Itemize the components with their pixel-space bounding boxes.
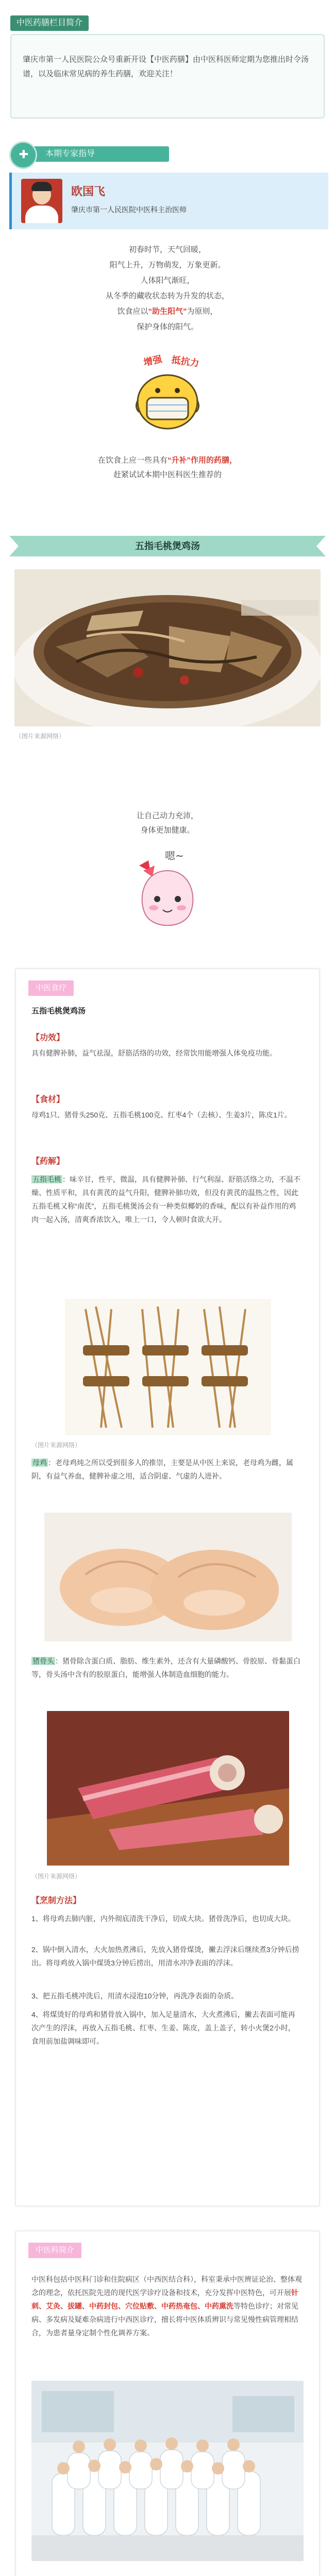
chicken-tag: 母鸡 bbox=[32, 1459, 47, 1467]
poem-line: 初春时节，天气回暖， bbox=[128, 245, 206, 254]
diet-note: 在饮食上应一些具有“升补”作用的药膳， 赶紧试试本期中医科医生推荐的 bbox=[97, 456, 238, 479]
effect-title: 【功效】 bbox=[31, 1033, 65, 1042]
doctor-icon: ✚ bbox=[19, 148, 29, 161]
chicken-photo bbox=[44, 1513, 292, 1641]
column-intro-tag: 中医药膳栏目简介 bbox=[10, 15, 89, 31]
clinic-card bbox=[15, 2231, 320, 2576]
photo-caption: （图片来源网络） bbox=[31, 1873, 81, 1880]
bone-tag: 猪骨头 bbox=[32, 1657, 54, 1665]
method-step: 1、将母鸡去肺内脏，内外彻底清洗干净后，切成大块。猪骨洗净后，也切成大块。 bbox=[31, 1914, 295, 1923]
expert-card bbox=[9, 173, 328, 229]
wuzhi-tag: 五指毛桃 bbox=[32, 1175, 61, 1183]
recipe-subtitle: 五指毛桃煲鸡汤 bbox=[31, 1007, 86, 1015]
method-step: 2、锅中倒入清水，大火加热煮沸后，先放入猪骨煤烫，撇去浮沫后继续煮3分钟后捞出。将母鸡放入锅中煤烫3分钟后捞出，用清水冲净表面的浮沫。 bbox=[31, 1945, 299, 1967]
photo-caption: （图片来源网络） bbox=[31, 1442, 81, 1449]
method-step: 3、把五指毛桃冲洗后，用清水浸泡10分钟，再洗净表面的杂质。 bbox=[31, 1992, 239, 2000]
analysis-title: 【药解】 bbox=[31, 1157, 65, 1166]
peach-sticker bbox=[124, 845, 211, 938]
poem-line: 保护身体的阳气。 bbox=[136, 323, 198, 331]
team-photo bbox=[31, 2381, 304, 2561]
bone-text: ：猪骨除含蛋白质、脂肪、维生素外，还含有大量磷酸钙、骨胶原、骨黏蛋白等，骨头汤中含有的胶原蛋白，能增强人体制造血细胞的能力。 bbox=[31, 1657, 300, 1679]
recipe-pill: 中医食疗 bbox=[28, 980, 74, 996]
poem-line: 人体阳气渐旺， bbox=[140, 276, 195, 285]
column-intro-text: 肇庆市第一人民医院公众号重新开设【中医药膳】由中医科医师定期为您推出时令汤谱，以及临床常见病的养生药膳，欢迎关注！ bbox=[23, 55, 309, 78]
expert-name: 欧国飞 bbox=[71, 185, 106, 198]
expert-title: 肇庆市第一人民医院中医科主治医师 bbox=[71, 206, 187, 214]
photo-caption: （图片来源网络） bbox=[15, 733, 65, 740]
expert-avatar bbox=[21, 179, 62, 223]
column-intro bbox=[10, 15, 325, 118]
expert-header-label: 本期专家指导 bbox=[32, 146, 169, 162]
chicken-text-block bbox=[31, 1456, 302, 1483]
sticker-text: 嗯~ bbox=[165, 850, 184, 862]
recipe-card bbox=[15, 969, 320, 2206]
mascot-sticker bbox=[124, 350, 211, 438]
pork-bone-photo bbox=[47, 1711, 289, 1866]
clinic-pill: 中医科简介 bbox=[28, 2243, 81, 2258]
ingredients-text: 母鸡1只、猪骨头250克、五指毛桃100克、红枣4个（去核）、生姜3片，陈皮1片。 bbox=[31, 1111, 292, 1119]
poem-line: 阳气上升，万物萌发，万象更新。 bbox=[109, 261, 226, 269]
bone-text-block bbox=[31, 1654, 302, 1681]
column-intro-box bbox=[10, 34, 325, 118]
sticker-text-2: 抵抗力 bbox=[171, 354, 200, 369]
herb-photo bbox=[65, 1299, 271, 1435]
method-title: 【烹制方法】 bbox=[31, 1896, 81, 1905]
intro-poem bbox=[52, 242, 283, 335]
poem-line: 饮食应以“助生阳气”为原则， bbox=[117, 307, 218, 316]
small-poem: 让自己动力充沛， 身体更加健康。 bbox=[136, 811, 198, 835]
sticker-text-1: 增强 bbox=[142, 353, 163, 368]
wuzhi-text: ：味辛甘，性平，微温，具有健脾补肺、行气利湿、舒筋活络之功，不温不燥、性质平和，具有黄芪的益气升阳，健脾补肺功效，但没有黄芪的温热之性，因此五指毛桃又称“南芪”，五指毛桃煲汤会有一种类似椰奶的香味，配以有补益作用的鸡肉一起入汤，清爽香浓饮入，唯上一口，令人顿时食欲大开。 bbox=[31, 1175, 300, 1224]
clinic-intro: 中医科包括中医科门诊和住院病区（中西医结合科），科室秉承中医辨证论治、整体观念的理念，依托医院先进的现代医学诊疗设备和技术，充分发挥中医特色，可开展针刺、艾灸、拔罐、中药封包、穴位贴敷、中药热奄包、中药熏洗等特色诊疗；对常见病、多发病及疑难杂病进行中西医诊疗，擅长将中医体质辨识与常见慢性病管理相结合，为患者量身定制个性化调养方案。 bbox=[31, 2275, 302, 2337]
soup-photo bbox=[14, 569, 321, 726]
ingredients-title: 【食材】 bbox=[31, 1095, 65, 1104]
chicken-text: ：老母鸡炖之所以受到很多人的推崇，主要是从中医上来说，老母鸡为雌，属阴，有益气养血，健脾补虚之用，适合阴虚、气虚的人进补。 bbox=[31, 1459, 293, 1480]
expert-header bbox=[9, 139, 326, 170]
effect-text: 具有健脾补肺，益气祛湿，舒筋活络的功效，经常饮用能增强人体免疫功能。 bbox=[31, 1049, 277, 1057]
wuzhi-text-block bbox=[31, 1173, 302, 1226]
poem-line: 从冬季的藏收状态转为升发的状态， bbox=[105, 292, 229, 300]
doctor-icon-badge bbox=[9, 141, 37, 169]
method-step: 4、将煤烫好的母鸡和猪骨放入锅中，加入足量清水，大火煮沸后，撇去表面可能再次产生的浮沫，再放入五指毛桃、红枣、生姜、陈皮，盖上盖子，转小火煲2小时，食用前加盐调味即可。 bbox=[31, 2010, 295, 2045]
soup-title-banner: 五指毛桃煲鸡汤 bbox=[9, 536, 326, 556]
